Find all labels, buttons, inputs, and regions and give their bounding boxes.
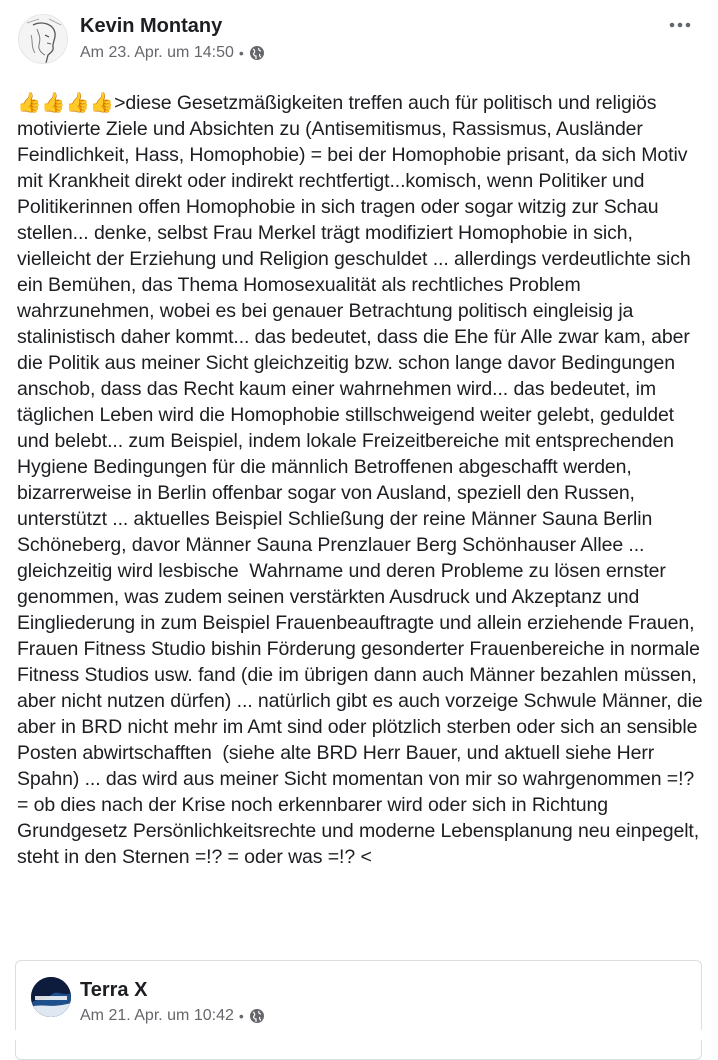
meta-separator: • — [238, 45, 244, 61]
post-header — [0, 0, 718, 80]
post-body-text: >diese Gesetzmäßigkeiten treffen auch für politisch und religiös motivierte Ziele und Absichten zu (Antisemitismus, Rassismus, Ausländer Feindlichkeit, Hass, Homophobie) = bei der Homophobie prisant, da sich Motiv mit Krankheit direkt oder indirekt rechtfertigt...komisch, wenn Politiker und Politikerinnen offen Homophobie in sich tragen oder sogar witzig zur Schau stellen... denke, selbst Frau Merkel trägt modifiziert Homophobie in sich, vielleicht der Erziehung und Religion geschuldet ... allerdings verdeutlichte sich ein Bemühen, das Thema Homosexualität als rechtliches Problem wahrzunehmen, wobei es bei genauer Betrachtung politisch eingleisig ja stalinistisch daher kommt... das bedeutet, dass die Ehe für Alle zwar kam, aber die Politik aus meiner Sicht gleichzeitig bzw. schon lange davor Bedingungen anschob, dass das Recht kaum einer wahrnehmen wird... das bedeutet, im täglichen Leben wird die Homophobie stillschweigend weiter gelebt, geduldet und belebt... zum Beispiel, indem lokale Freizeitbereiche mit entsprechenden Hygiene Bedingungen für die männlich Betroffenen abgeschafft werden, bizarrerweise in Berlin offenbar sogar von Ausland, speziell den Russen, unterstützt ... aktuelles Beispiel Schließung der reine Männer Sauna Berlin Schöneberg, davor Männer Sauna Prenzlauer Berg Schönhauser Allee ... gleichzeitig wird lesbische Wahrname und deren Probleme zu lösen ernster genommen, was zudem seinen verstärkten Ausdruck und Akzeptanz und Eingliederung in zum Beispiel Frauenbeauftragte und allein erziehende Frauen, Frauen Fitness Studio bishin Förderung gesonderter Frauenbereiche in normale Fitness Studios usw. fand (die im übrigen dann auch Männer bezahlen müssen, aber nicht nutzen dürfen) ... natürlich gibt es auch vorzeige Schwule Männer, die aber in BRD nicht mehr im Amt sind oder plötzlich sterben oder sich an sensible Posten abwirtschafften (siehe alte BRD Herr Bauer, und aktuell siehe Herr Spahn) ... das wird aus meiner Sicht momentan von mir so wahrgenommen =!? = ob dies nach der Krise noch erkennbarer wird oder sich in Richtung Grundgesetz Persönlichkeitsrechte und moderne Lebensplanung neu einpegelt, steht in den Sternen =!? = oder was =!? < — [17, 92, 708, 868]
shared-author-name[interactable]: Terra X — [80, 979, 148, 1001]
bottom-edge — [0, 1030, 718, 1040]
shared-timestamp[interactable]: Am 21. Apr. um 10:42 — [80, 1007, 234, 1024]
more-options-icon — [668, 21, 692, 29]
shared-meta-separator: • — [238, 1008, 244, 1024]
shared-meta — [80, 1007, 265, 1025]
post-text — [17, 90, 707, 870]
more-options-button[interactable] — [666, 12, 694, 38]
author-name[interactable]: Kevin Montany — [80, 15, 223, 37]
terra-x-logo-icon — [31, 977, 71, 1017]
post-timestamp[interactable]: Am 23. Apr. um 14:50 — [80, 44, 234, 61]
avatar-sketch-icon — [19, 15, 68, 64]
shared-avatar[interactable] — [31, 977, 71, 1017]
thumbs-up-emoji: 👍👍👍👍 — [17, 92, 115, 114]
globe-icon[interactable] — [249, 1008, 265, 1024]
post-meta — [80, 44, 265, 62]
author-avatar[interactable] — [18, 14, 68, 64]
shared-post-card[interactable] — [15, 960, 702, 1060]
globe-icon[interactable] — [249, 45, 265, 61]
